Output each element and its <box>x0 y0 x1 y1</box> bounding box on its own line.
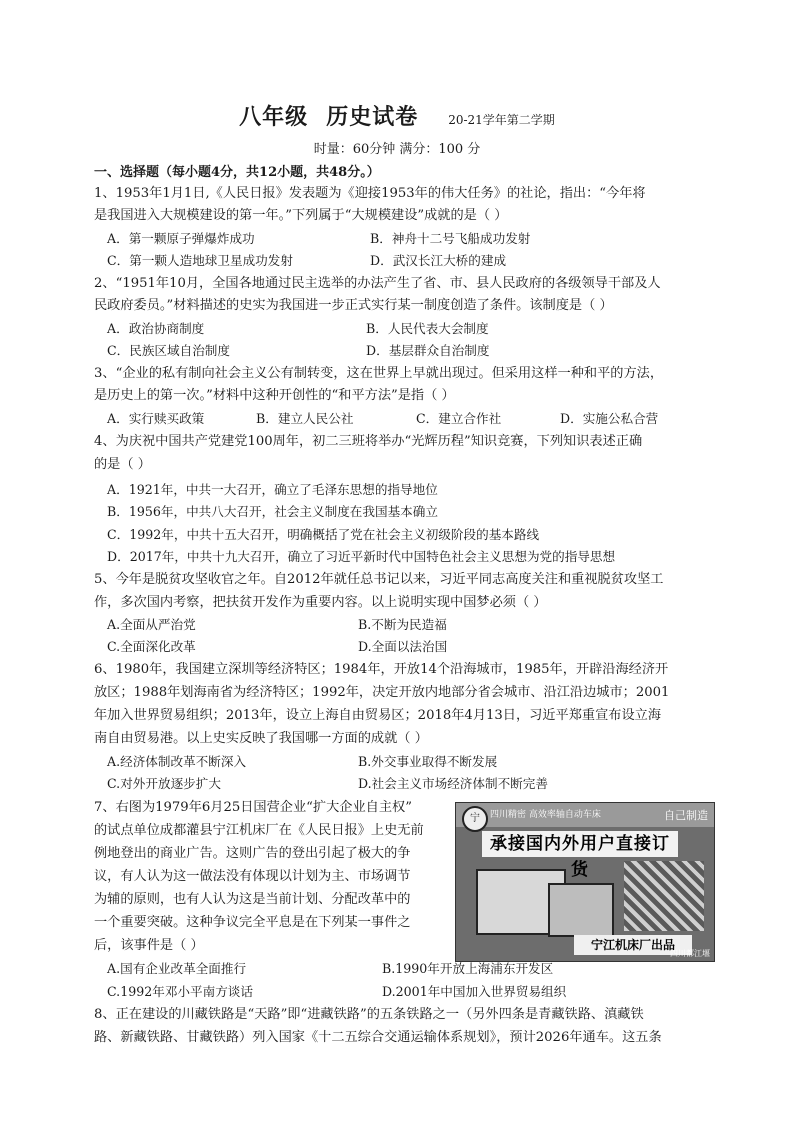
question-6-option-d: D.社会主义市场经济体制不断完善 <box>358 776 548 791</box>
question-6-option-a: A.经济体制改革不断深入 <box>107 754 247 769</box>
question-7-line-1: 7、右图为1979年6月25日国营企业“扩大企业自主权” <box>94 800 412 815</box>
question-5-option-d: D.全面以法治国 <box>358 639 448 654</box>
section-heading: 一、选择题（每小题4分，共12小题，共48分。） <box>94 165 380 180</box>
question-3-option-b: B．建立人民公社 <box>256 411 354 426</box>
question-1-option-d: D．武汉长江大桥的建成 <box>370 253 507 268</box>
question-2-option-b: B．人民代表大会制度 <box>366 321 489 336</box>
question-7-line-3: 例地登出的商业广告。这则广告的登出引起了极大的争 <box>94 846 411 861</box>
question-7-line-6: 一个重要突破。这种争议完全平息是在下列某一事件之 <box>94 915 411 930</box>
question-7-line-4: 议，有人认为这一做法没有体现以计划为主、市场调节 <box>94 869 411 884</box>
question-1-line-1: 1、1953年1月1日,《人民日报》发表题为《迎接1953年的伟大任务》的社论，指出：“今年将 <box>94 186 646 201</box>
question-4-option-c: C．1992年，中共十五大召开，明确概括了党在社会主义初级阶段的基本路线 <box>107 527 540 542</box>
question-4-option-a: A．1921年，中共一大召开，确立了毛泽东思想的指导地位 <box>107 482 438 497</box>
question-3-line-1: 3、“企业的私有制向社会主义公有制转变，这在世界上早就出现过。但采用这样一种和平的方法， <box>94 366 664 381</box>
question-2-line-2: 民政府委员。”材料描述的史实为我国进一步正式实行某一制度创造了条件。该制度是（ ） <box>94 298 613 313</box>
question-2-option-d: D．基层群众自治制度 <box>366 343 490 358</box>
question-6-line-3: 年加入世界贸易组织；2013年，设立上海自由贸易区；2018年4月13日，习近平郑重宣布设立海 <box>94 708 662 723</box>
question-1-option-c: C．第一颗人造地球卫星成功发射 <box>107 253 293 268</box>
question-3-line-2: 是历史上的第一次。”材料中这种开创性的“和平方法”是指（ ） <box>94 388 455 403</box>
question-8-line-2: 路、新藏铁路、甘藏铁路）列入国家《十二五综合交通运输体系规划》，预计2026年通车。这五条 <box>94 1030 662 1045</box>
ad-banner: 承接国内外用户直接订货 <box>482 831 678 857</box>
ad-machine-illustration-2 <box>548 883 614 937</box>
question-8-line-1: 8、正在建设的川藏铁路是“天路”即“进藏铁路”的五条铁路之一（另外四条是青藏铁路、滇藏铁 <box>94 1007 644 1022</box>
question-5-option-c: C.全面深化改革 <box>107 639 196 654</box>
exam-title-grade: 八年级 <box>239 104 309 130</box>
question-5-line-2: 作，多次国内考察，把扶贫开发作为重要内容。以上说明实现中国梦必须（ ） <box>94 595 547 610</box>
question-7-option-d: D.2001年中国加入世界贸易组织 <box>382 984 567 999</box>
newspaper-ad-image <box>455 802 715 962</box>
exam-term: 20-21学年第二学期 <box>448 113 555 127</box>
question-1-option-a: A．第一颗原子弹爆炸成功 <box>107 231 255 246</box>
question-3-option-a: A．实行赎买政策 <box>107 411 205 426</box>
question-6-option-b: B.外交事业取得不断发展 <box>358 754 498 769</box>
question-1-line-2: 是我国进入大规模建设的第一年。”下列属于“大规模建设”成就的是（ ） <box>94 208 508 223</box>
question-2-option-c: C．民族区域自治制度 <box>107 343 230 358</box>
question-7-option-c: C.1992年邓小平南方谈话 <box>107 984 253 999</box>
question-4-option-b: B．1956年，中共八大召开，社会主义制度在我国基本确立 <box>107 504 438 519</box>
question-3-option-c: C．建立合作社 <box>416 411 502 426</box>
exam-title-subject: 历史试卷 <box>326 104 419 130</box>
question-1-option-b: B．神舟十二号飞船成功发射 <box>370 231 531 246</box>
question-7-line-5: 为辅的原则，也有人认为这是当前计划、分配改革中的 <box>94 892 411 907</box>
question-4-line-2: 的是（ ） <box>94 457 151 472</box>
question-2-option-a: A．政治协商制度 <box>107 321 205 336</box>
question-5-option-a: A.全面从严治党 <box>107 617 196 632</box>
question-6-line-1: 6、1980年，我国建立深圳等经济特区；1984年，开放14个沿海城市，1985年，开辟沿海经济开 <box>94 662 669 677</box>
ad-small-text: 四川精密 高效率轴自动车床 <box>490 810 601 820</box>
question-6-line-2: 放区；1988年划海南省为经济特区；1992年，决定开放内地部分省会城市、沿江沿边城市；2001 <box>94 685 670 700</box>
ad-corner-text: 四川都江堰 <box>670 949 710 958</box>
question-7-option-b: B.1990年开放上海浦东开发区 <box>382 961 554 976</box>
question-4-option-d: D．2017年，中共十九大召开，确立了习近平新时代中国特色社会主义思想为党的指导思想 <box>107 549 616 564</box>
question-2-line-1: 2、“1951年10月，全国各地通过民主选举的办法产生了省、市、县人民政府的各级领导干部及人 <box>94 276 661 291</box>
question-7-line-7: 后，该事件是（ ） <box>94 938 204 953</box>
exam-title-row <box>0 100 794 131</box>
question-6-line-4: 南自由贸易港。以上史实反映了我国哪一方面的成就（ ） <box>94 731 428 746</box>
question-4-line-1: 4、为庆祝中国共产党建党100周年，初二三班将举办“光辉历程”知识竞赛，下列知识表述正确 <box>94 434 643 449</box>
ad-right-text: 自己制造 <box>664 809 708 822</box>
question-6-option-c: C.对外开放逐步扩大 <box>107 776 221 791</box>
ad-logo: 宁 <box>462 806 488 832</box>
exam-meta: 时量：60分钟 满分：100 分 <box>313 142 481 157</box>
question-3-option-d: D．实施公私合营 <box>560 411 659 426</box>
ad-bottom-text: 宁江机床厂出品 <box>574 935 692 955</box>
question-7-option-a: A.国有企业改革全面推行 <box>107 961 247 976</box>
question-7-line-2: 的试点单位成都灌县宁江机床厂在《人民日报》上史无前 <box>94 823 424 838</box>
question-5-line-1: 5、今年是脱贫攻坚收官之年。自2012年就任总书记以来，习近平同志高度关注和重视脱贫攻坚工 <box>94 572 664 587</box>
question-5-option-b: B.不断为民造福 <box>358 617 447 632</box>
ad-tools-illustration <box>624 861 704 931</box>
